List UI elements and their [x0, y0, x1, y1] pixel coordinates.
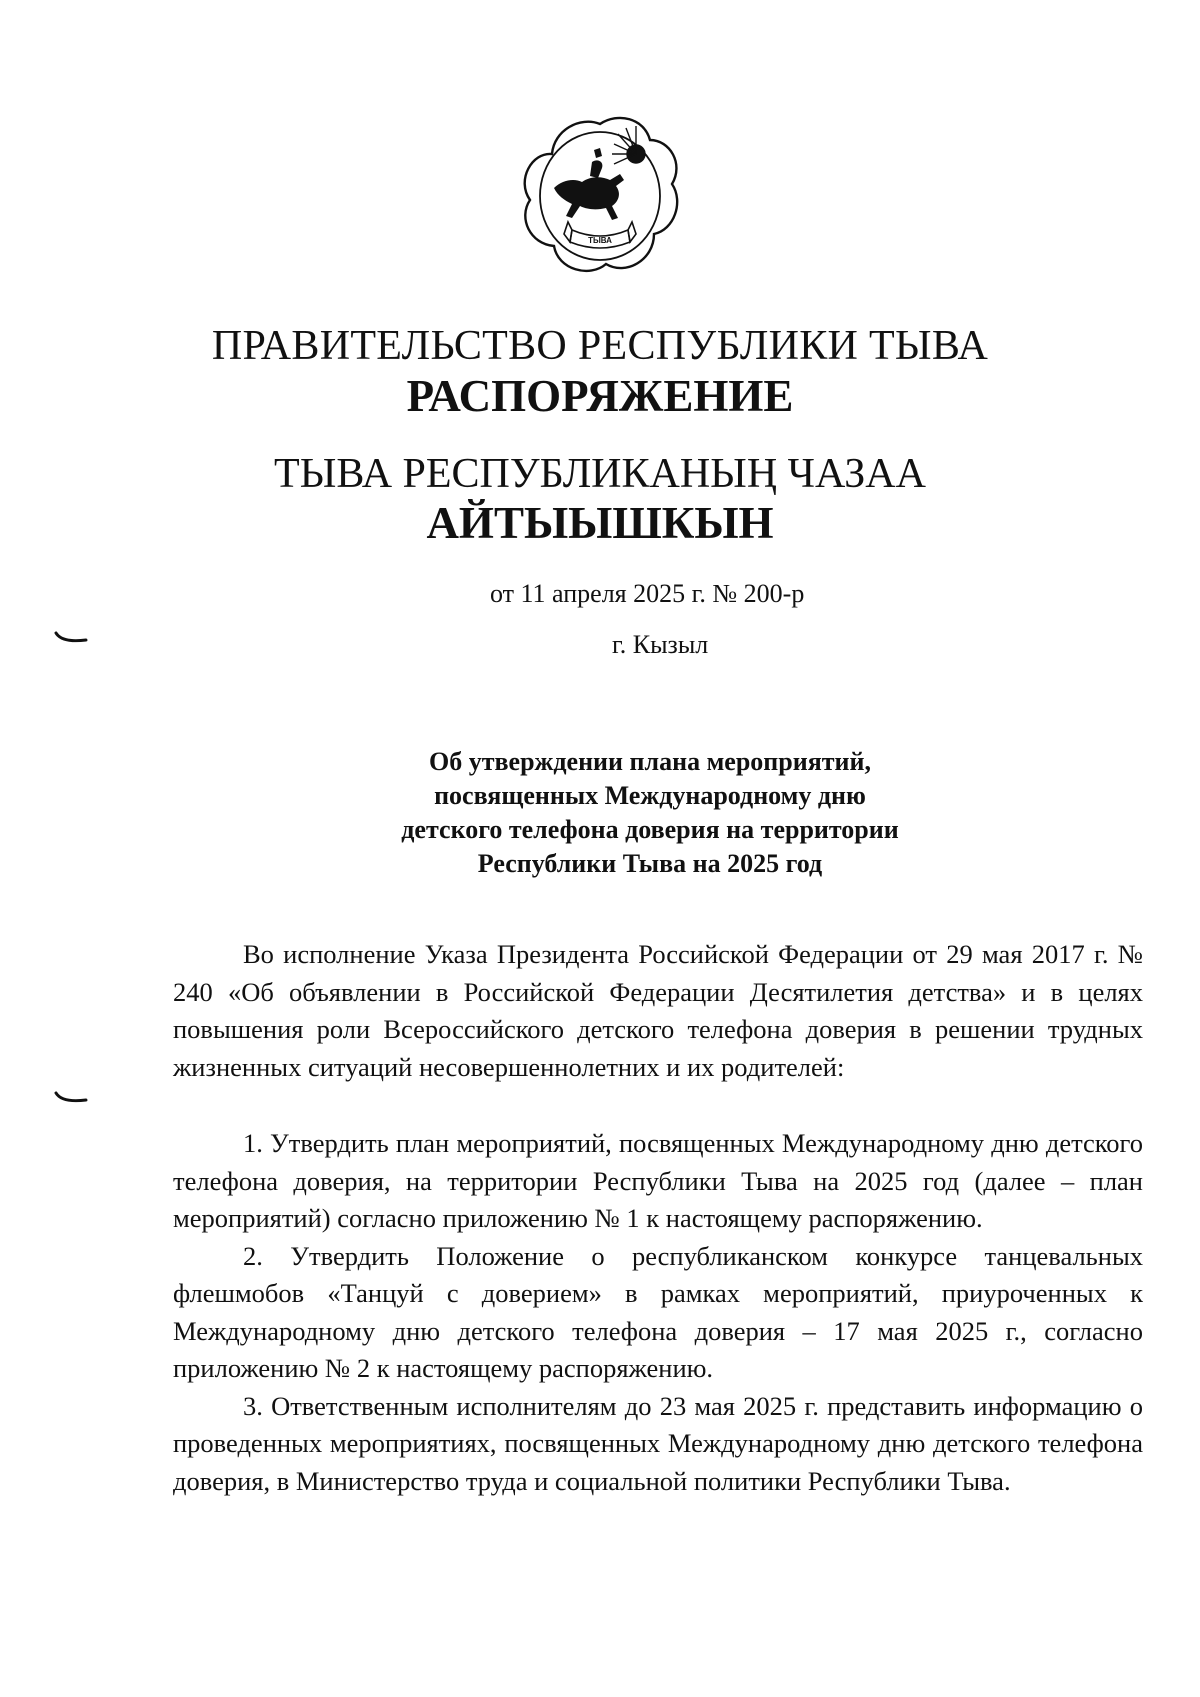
title-line: Республики Тыва на 2025 год [477, 849, 823, 878]
title-line: посвященных Международному дню [434, 781, 866, 810]
preamble-block [173, 936, 1143, 1086]
document-title [300, 745, 1000, 881]
document-type-tyv: АЙТЫЫШКЫН [426, 498, 774, 548]
resolution-item-1: 1. Утвердить план мероприятий, посвященных Международному дню детского телефона доверия, на территории Республики Тыва на 2025 год (далее – план мероприятий) согласно приложению № 1 к настоящему распоряжению. [173, 1128, 1143, 1233]
government-name-tyv: ТЫВА РЕСПУБЛИКАНЫҢ ЧАЗАА [274, 451, 926, 497]
preamble-paragraph: Во исполнение Указа Президента Российской Федерации от 29 мая 2017 г. № 240 «Об объявлении в Российской Федерации Десятилетия детства» и в целях повышения роли Всероссийского детского телефона доверия в решении трудных жизненных ситуаций несовершеннолетних и их родителей: [173, 939, 1143, 1082]
svg-text:ТЫВА: ТЫВА [588, 236, 612, 245]
tuva-coat-of-arms-icon [518, 110, 682, 280]
title-line: Об утверждении плана мероприятий, [429, 747, 871, 776]
resolution-item-2: 2. Утвердить Положение о республиканском конкурсе танцевальных флешмобов «Танцуй с доверием» в рамках мероприятий, приуроченных к Международному дню детского телефона доверия – 17 мая 2025 г., согласно приложению № 2 к настоящему распоряжению. [173, 1240, 1143, 1383]
resolution-items [173, 1125, 1143, 1500]
document-type-ru: РАСПОРЯЖЕНИЕ [406, 371, 794, 421]
document-date-number: от 11 апреля 2025 г. № 200-р [490, 579, 805, 608]
document-city: г. Кызыл [612, 630, 709, 659]
resolution-item-3: 3. Ответственным исполнителям до 23 мая 2025 г. представить информацию о проведенных мероприятиях, посвященных Международному дню детского телефона доверия, в Министерство труда и социальной политики Республики Тыва. [173, 1390, 1143, 1496]
check-tick-icon [54, 1090, 88, 1106]
government-name-ru: ПРАВИТЕЛЬСТВО РЕСПУБЛИКИ ТЫВА [211, 323, 989, 369]
title-line: детского телефона доверия на территории [401, 815, 899, 844]
check-tick-icon [54, 630, 88, 646]
